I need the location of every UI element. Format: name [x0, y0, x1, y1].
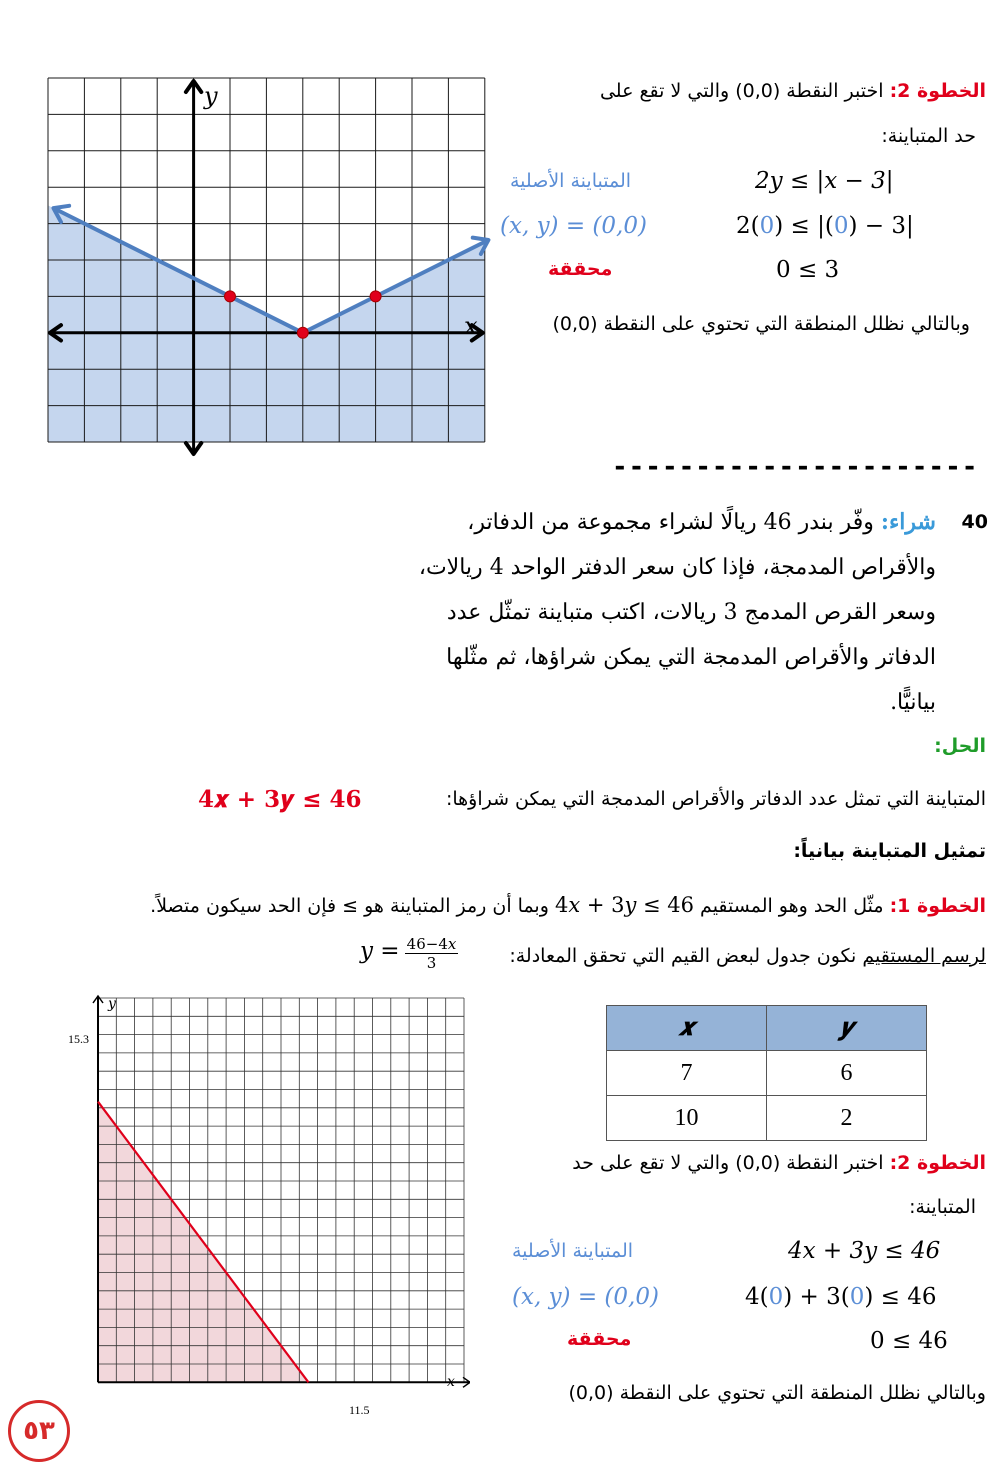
table-intro-text: نكون جدول لبعض القيم التي تحقق المعادلة:: [509, 945, 857, 967]
note-original: المتباينة الأصلية: [510, 170, 632, 192]
problem-line2: والأقراص المدمجة، فإذا كان سعر الدفتر الواحد 4 ريالات،: [418, 555, 936, 580]
y-intercept-label: 15.3: [68, 1032, 89, 1046]
expr-zero: 0: [833, 213, 849, 239]
equation-fraction: [405, 935, 459, 972]
step-label: الخطوة 1:: [889, 895, 986, 917]
y-axis-label: y: [204, 82, 218, 110]
problem-line1: [400, 500, 988, 545]
step2-second-line2: المتباينة:: [909, 1196, 976, 1218]
note-satisfied-2: محققة: [567, 1328, 632, 1350]
page-number: ٥٣: [8, 1400, 70, 1462]
step2-second-line1: [516, 1152, 986, 1174]
section-divider: ----------------------: [612, 452, 979, 482]
problem-line5: بيانيًّا.: [890, 690, 936, 715]
expr-part: ) − 3|: [848, 213, 914, 239]
step2-first-line2: حد المتباينة:: [881, 125, 976, 147]
plotted-point: [297, 327, 308, 338]
expr-part: ) + 3(: [783, 1284, 850, 1310]
expr-part: ) ≤ |(: [774, 213, 834, 239]
step-text: مثّل الحد وهو المستقيم: [700, 895, 884, 917]
table-cell: 7: [607, 1051, 767, 1096]
problem-text: وفّر بندر 46 ريالًا لشراء مجموعة من الدفاتر،: [467, 510, 874, 535]
inequality-original: 2𝑦 ≤ |𝑥 − 3|: [755, 168, 894, 194]
y-axis-label: y: [108, 996, 116, 1012]
step1-math: 4𝑥 + 3𝑦 ≤ 46: [554, 893, 694, 917]
step-text: اختبر النقطة (0,0) والتي لا تقع على: [599, 80, 884, 102]
solution-heading: الحل:: [934, 735, 986, 757]
step1-line: [26, 893, 986, 917]
table-cell: 6: [767, 1051, 927, 1096]
plotted-point: [370, 291, 381, 302]
fraction-numerator: 46−4𝑥: [406, 935, 457, 953]
graph-grid: [98, 998, 464, 1382]
step2-first-conclusion: وبالتالي نظلل المنطقة التي تحتوي على النقطة (0,0): [552, 313, 970, 335]
table-cell: 2: [767, 1096, 927, 1141]
solution-inequality-math: 4𝒙 + 3𝒚 ≤ 46: [198, 786, 362, 813]
x-intercept-label: 11.5: [349, 1403, 370, 1417]
plotted-point: [225, 291, 236, 302]
problem-number: 40: [961, 511, 988, 533]
table-cell: 10: [607, 1096, 767, 1141]
problem-40: [400, 500, 988, 725]
inequality-result-2: 0 ≤ 46: [870, 1328, 948, 1354]
inequality-substituted: [736, 213, 914, 239]
expr-zero: 0: [759, 213, 775, 239]
step2-first-line1: [516, 80, 986, 102]
table-header-x: 𝒙: [607, 1006, 767, 1051]
table-row: [607, 1051, 927, 1096]
x-axis-label: x: [464, 312, 478, 340]
problem-line4: الدفاتر والأقراص المدمجة التي يمكن شراؤها، ثم مثّلها: [446, 645, 936, 670]
inequality-substituted-2: [745, 1284, 937, 1310]
inequality-original-2: 4𝑥 + 3𝑦 ≤ 46: [788, 1238, 941, 1264]
note-satisfied: محققة: [548, 258, 613, 280]
expr-part: 2(: [736, 213, 760, 239]
problem-keyword: شراء:: [880, 509, 936, 535]
table-header-y: 𝒚: [767, 1006, 927, 1051]
solution-inequality-text: المتباينة التي تمثل عدد الدفاتر والأقراص المدمجة التي يمكن شراؤها:: [445, 788, 986, 810]
note-original-2: المتباينة الأصلية: [512, 1240, 634, 1262]
step-text: اختبر النقطة (0,0) والتي لا تقع على حد: [572, 1152, 884, 1174]
note-test-point: (𝑥, 𝑦) = (0,0): [500, 213, 647, 239]
expr-zero: 0: [768, 1284, 784, 1310]
step-label: الخطوة 2:: [889, 1152, 986, 1174]
table-header-row: [607, 1006, 927, 1051]
step-label: الخطوة 2:: [889, 80, 986, 102]
step2-second-conclusion: وبالتالي نظلل المنطقة التي تحتوي على النقطة (0,0): [568, 1382, 986, 1404]
problem-line3: وسعر القرص المدمج 3 ريالات، اكتب متباينة تمثّل عدد: [446, 600, 936, 625]
fraction-denominator: 3: [426, 954, 437, 972]
equation-y: [360, 935, 458, 972]
table-intro-underlined: لرسم المستقيم: [862, 945, 986, 967]
inequality-result: 0 ≤ 3: [776, 257, 840, 283]
table-row: [607, 1096, 927, 1141]
x-axis-label: x: [447, 1374, 455, 1390]
absolute-value-graph: [46, 76, 492, 472]
equation-lhs: 𝑦 =: [360, 938, 400, 964]
expr-zero: 0: [849, 1284, 865, 1310]
step-text: وبما أن رمز المتباينة هو ≥ فإن الحد سيكون متصلاً.: [150, 895, 549, 917]
expr-part: ) ≤ 46: [864, 1284, 937, 1310]
linear-inequality-graph: [60, 994, 470, 1424]
graph-heading: تمثيل المتباينة بيانياً:: [793, 840, 986, 862]
values-table: [606, 1005, 927, 1141]
note-test-point-2: (𝑥, 𝑦) = (0,0): [512, 1284, 659, 1310]
expr-part: 4(: [745, 1284, 769, 1310]
